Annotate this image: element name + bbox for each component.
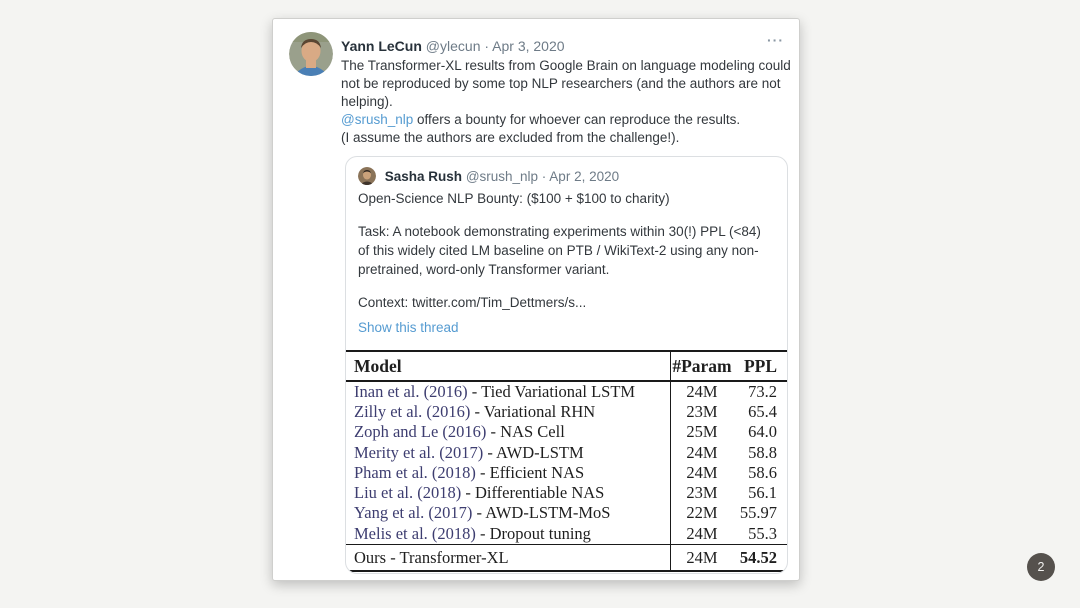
final-row-param: 24M bbox=[686, 547, 718, 567]
quoted-avatar-image bbox=[358, 167, 376, 185]
author-handle-date: @ylecun · Apr 3, 2020 bbox=[425, 38, 565, 54]
slide-page-number: 2 bbox=[1027, 553, 1055, 581]
final-row-model: Ours - Transformer-XL bbox=[354, 547, 509, 567]
table-row: Merity et al. (2017) - AWD-LSTM 24M 58.8 bbox=[346, 442, 787, 462]
quoted-tweet-header bbox=[358, 167, 777, 186]
quote-line-bounty: Open-Science NLP Bounty: ($100 + $100 to charity) bbox=[358, 191, 670, 206]
quoted-tweet-body bbox=[358, 189, 777, 337]
table-header-row bbox=[346, 352, 787, 380]
table-body bbox=[346, 382, 787, 544]
table-header-param: #Param bbox=[672, 355, 732, 376]
quoted-handle-date: @srush_nlp · Apr 2, 2020 bbox=[465, 169, 620, 184]
quoted-tweet-card[interactable] bbox=[345, 156, 788, 574]
tweet-header bbox=[341, 38, 759, 55]
table-row: Yang et al. (2017) - AWD-LSTM-MoS 22M 55.97 bbox=[346, 503, 787, 523]
tweet-text-part2: offers a bounty for whoever can reproduce the results. (I assume the authors are excluded from the challenge!). bbox=[341, 112, 741, 145]
table-row: Inan et al. (2016) - Tied Variational LSTM 24M 73.2 bbox=[346, 382, 787, 402]
results-table-media[interactable] bbox=[346, 350, 787, 573]
avatar[interactable] bbox=[289, 32, 333, 76]
tweet-text bbox=[341, 57, 793, 147]
quote-line-context: Context: twitter.com/Tim_Dettmers/s... bbox=[358, 295, 587, 310]
table-final-row bbox=[346, 545, 787, 570]
tweet-card bbox=[272, 18, 800, 581]
quoted-author-name[interactable]: Sasha Rush bbox=[384, 169, 463, 184]
author-name[interactable]: Yann LeCun bbox=[341, 38, 422, 54]
show-thread-link[interactable]: Show this thread bbox=[358, 320, 459, 335]
more-options-icon[interactable]: ··· bbox=[767, 32, 784, 48]
mention-link[interactable]: @srush_nlp bbox=[341, 112, 414, 127]
table-header-model: Model bbox=[354, 355, 402, 376]
quote-line-task: Task: A notebook demonstrating experiments within 30(!) PPL (<84) of this widely cited LM baseline on PTB / WikiText-2 using any non- pretrained, word-only Transformer variant. bbox=[358, 224, 761, 277]
quoted-avatar[interactable] bbox=[358, 167, 376, 185]
table-row: Zilly et al. (2016) - Variational RHN 23M 65.4 bbox=[346, 402, 787, 422]
table-row: Melis et al. (2018) - Dropout tuning 24M 55.3 bbox=[346, 524, 787, 544]
table-row: Pham et al. (2018) - Efficient NAS 24M 58.6 bbox=[346, 463, 787, 483]
tweet-text-part1: The Transformer-XL results from Google Brain on language modeling could not be reproduced by some top NLP researchers (and the authors are not helping). bbox=[341, 58, 791, 109]
table-bottom-rule bbox=[346, 570, 787, 572]
table-header-ppl: PPL bbox=[743, 355, 777, 376]
table-row: Liu et al. (2018) - Differentiable NAS 23M 56.1 bbox=[346, 483, 787, 503]
avatar-image bbox=[289, 32, 333, 76]
final-row-ppl: 54.52 bbox=[739, 547, 777, 567]
table-row: Zoph and Le (2016) - NAS Cell 25M 64.0 bbox=[346, 422, 787, 442]
